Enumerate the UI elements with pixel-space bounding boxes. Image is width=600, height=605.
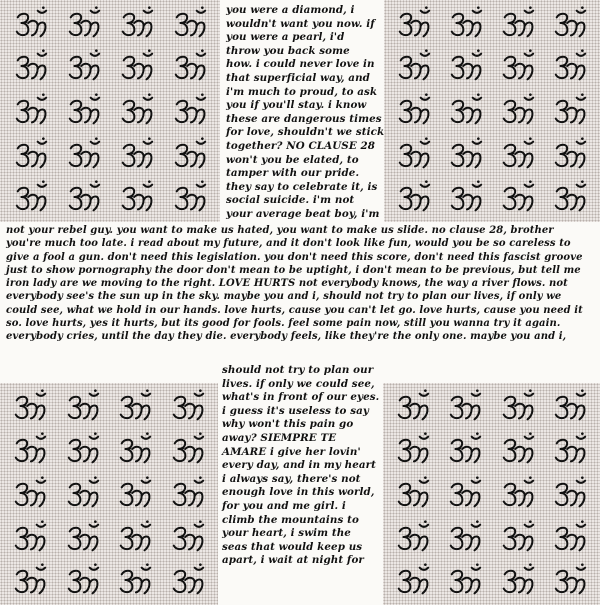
lyric-line: for you and me girl. i [222, 499, 346, 512]
om-pattern-panel-top-right [384, 0, 600, 222]
lyric-line: apart, i wait at night for [222, 554, 364, 567]
lyric-line: AMARE i give her lovin' [222, 445, 361, 458]
lyric-line: iron lady are we moving to the right. LOVE HURTS not everybody knows, the way a river flows. not [6, 278, 568, 290]
om-symbol-icon [4, 89, 57, 133]
om-icon-grid [383, 383, 600, 605]
om-symbol-icon [57, 429, 110, 473]
om-symbol-icon [492, 472, 544, 516]
lyric-line: seas that would keep us [222, 540, 363, 553]
lyric-line: every day, and in my heart [222, 459, 376, 472]
lyric-line: your heart, i swim the [222, 527, 351, 540]
om-symbol-icon [492, 46, 544, 90]
om-symbol-icon [492, 2, 544, 46]
lyrics-bottom-column [222, 364, 378, 568]
om-symbol-icon [387, 559, 439, 603]
om-symbol-icon [544, 176, 596, 220]
om-symbol-icon [439, 516, 491, 560]
om-symbol-icon [544, 46, 596, 90]
om-symbol-icon [4, 176, 57, 220]
om-symbol-icon [163, 46, 216, 90]
om-symbol-icon [492, 133, 544, 177]
om-symbol-icon [4, 472, 57, 516]
om-symbol-icon [492, 559, 544, 603]
om-symbol-icon [110, 46, 163, 90]
lyric-line: you're much too late. i read about my future, and it don't look like fun, would you be so careless to [6, 238, 571, 250]
om-symbol-icon [440, 89, 492, 133]
lyric-line: you if you'll stay. i know [226, 99, 367, 112]
om-symbol-icon [439, 385, 491, 429]
om-symbol-icon [109, 429, 162, 473]
om-symbol-icon [544, 385, 596, 429]
lyric-line: you were a diamond, i [226, 4, 355, 16]
om-symbol-icon [162, 429, 215, 473]
lyric-line: climb the mountains to [222, 513, 359, 526]
lyric-line: enough love in this world, [222, 486, 375, 499]
om-symbol-icon [492, 89, 544, 133]
lyric-line: could see, what we hold in our hands. love hurts, cause you can't let go. love hurts, cause you need it [6, 304, 583, 316]
lyric-line: wouldn't want you now. if [226, 17, 375, 30]
om-symbol-icon [4, 559, 57, 603]
om-symbol-icon [57, 133, 110, 177]
om-symbol-icon [163, 2, 216, 46]
lyric-line: everybody see's the sun up in the sky. maybe you and i, should not try to plan our lives, if only we [6, 291, 562, 303]
om-symbol-icon [57, 559, 110, 603]
om-symbol-icon [387, 516, 439, 560]
lyric-line: give a fool a gun. don't need this legislation. you don't need this score, don't need this fascist groove [6, 251, 583, 263]
om-symbol-icon [4, 46, 57, 90]
om-symbol-icon [57, 46, 110, 90]
lyric-line: should not try to plan our [222, 364, 374, 376]
om-symbol-icon [388, 2, 440, 46]
om-symbol-icon [544, 429, 596, 473]
om-symbol-icon [439, 559, 491, 603]
om-pattern-panel-bottom-right [383, 383, 600, 605]
om-symbol-icon [162, 559, 215, 603]
om-symbol-icon [439, 472, 491, 516]
om-symbol-icon [163, 89, 216, 133]
lyric-line: social suicide. i'm not [226, 194, 355, 207]
om-symbol-icon [57, 472, 110, 516]
lyric-line: how. i could never love in [226, 58, 375, 71]
om-symbol-icon [110, 176, 163, 220]
om-symbol-icon [4, 2, 57, 46]
om-symbol-icon [163, 176, 216, 220]
om-symbol-icon [57, 89, 110, 133]
om-symbol-icon [109, 559, 162, 603]
om-symbol-icon [110, 89, 163, 133]
om-symbol-icon [492, 429, 544, 473]
lyric-line: for love, shouldn't we stick [226, 126, 385, 139]
om-symbol-icon [388, 133, 440, 177]
lyric-line: these are dangerous times [226, 112, 382, 125]
om-pattern-panel-bottom-left [0, 383, 218, 605]
lyric-line: i'm much to proud, to ask [226, 85, 378, 98]
om-icon-grid [384, 0, 600, 222]
om-symbol-icon [439, 429, 491, 473]
om-symbol-icon [440, 2, 492, 46]
om-symbol-icon [110, 133, 163, 177]
om-pattern-panel-top-left [0, 0, 220, 222]
lyric-line: you were a pearl, i'd [226, 31, 345, 44]
om-symbol-icon [4, 429, 57, 473]
om-symbol-icon [162, 385, 215, 429]
lyric-line: so. love hurts, yes it hurts, but its good for fools. feel some pain now, still you wanna try it again. [6, 318, 561, 330]
om-symbol-icon [440, 46, 492, 90]
om-symbol-icon [388, 46, 440, 90]
om-symbol-icon [109, 472, 162, 516]
om-symbol-icon [57, 2, 110, 46]
om-symbol-icon [544, 559, 596, 603]
om-symbol-icon [544, 2, 596, 46]
lyric-line: your average beat boy, i'm [226, 207, 380, 220]
om-symbol-icon [544, 516, 596, 560]
om-symbol-icon [492, 176, 544, 220]
lyric-line: won't you be elated, to [226, 153, 359, 166]
lyric-line: everybody cries, until the day they die. everybody feels, like they're the only one. maybe you and i, [6, 331, 567, 343]
om-symbol-icon [387, 472, 439, 516]
lyric-line: together? NO CLAUSE 28 [226, 139, 375, 152]
lyric-line: what's in front of our eyes. [222, 391, 380, 404]
lyric-line: why won't this pain go [222, 418, 354, 431]
lyric-line: that superficial way, and [226, 71, 370, 84]
om-symbol-icon [109, 385, 162, 429]
om-symbol-icon [109, 516, 162, 560]
om-symbol-icon [110, 2, 163, 46]
om-symbol-icon [492, 516, 544, 560]
om-symbol-icon [163, 133, 216, 177]
om-symbol-icon [4, 133, 57, 177]
om-symbol-icon [162, 472, 215, 516]
om-icon-grid [0, 383, 218, 605]
om-symbol-icon [544, 472, 596, 516]
om-symbol-icon [544, 133, 596, 177]
lyric-line: throw you back some [226, 44, 350, 57]
om-symbol-icon [492, 385, 544, 429]
om-symbol-icon [162, 516, 215, 560]
lyric-line: away? SIEMPRE TE [222, 431, 337, 444]
om-symbol-icon [387, 385, 439, 429]
om-icon-grid [0, 0, 220, 222]
lyric-line: they say to celebrate it, is [226, 180, 378, 193]
lyrics-top-column [226, 4, 385, 222]
om-symbol-icon [57, 176, 110, 220]
lyric-line: just to show pornography the door don't mean to be uptight, i don't mean to be previous, but tell me [6, 264, 581, 276]
om-symbol-icon [440, 176, 492, 220]
om-symbol-icon [387, 429, 439, 473]
lyric-line: i guess it's useless to say [222, 404, 369, 417]
lyric-line: tamper with our pride. [226, 167, 360, 180]
om-symbol-icon [544, 89, 596, 133]
om-symbol-icon [440, 133, 492, 177]
om-symbol-icon [57, 516, 110, 560]
om-symbol-icon [4, 516, 57, 560]
lyrics-wide-block [6, 224, 596, 344]
lyric-line: lives. if only we could see, [222, 377, 375, 390]
om-symbol-icon [57, 385, 110, 429]
om-symbol-icon [388, 176, 440, 220]
om-symbol-icon [388, 89, 440, 133]
lyric-line: i always say, there's not [222, 472, 361, 485]
om-symbol-icon [4, 385, 57, 429]
lyric-line: not your rebel guy. you want to make us hated, you want to make us slide. no clause 28, brother [6, 225, 554, 236]
